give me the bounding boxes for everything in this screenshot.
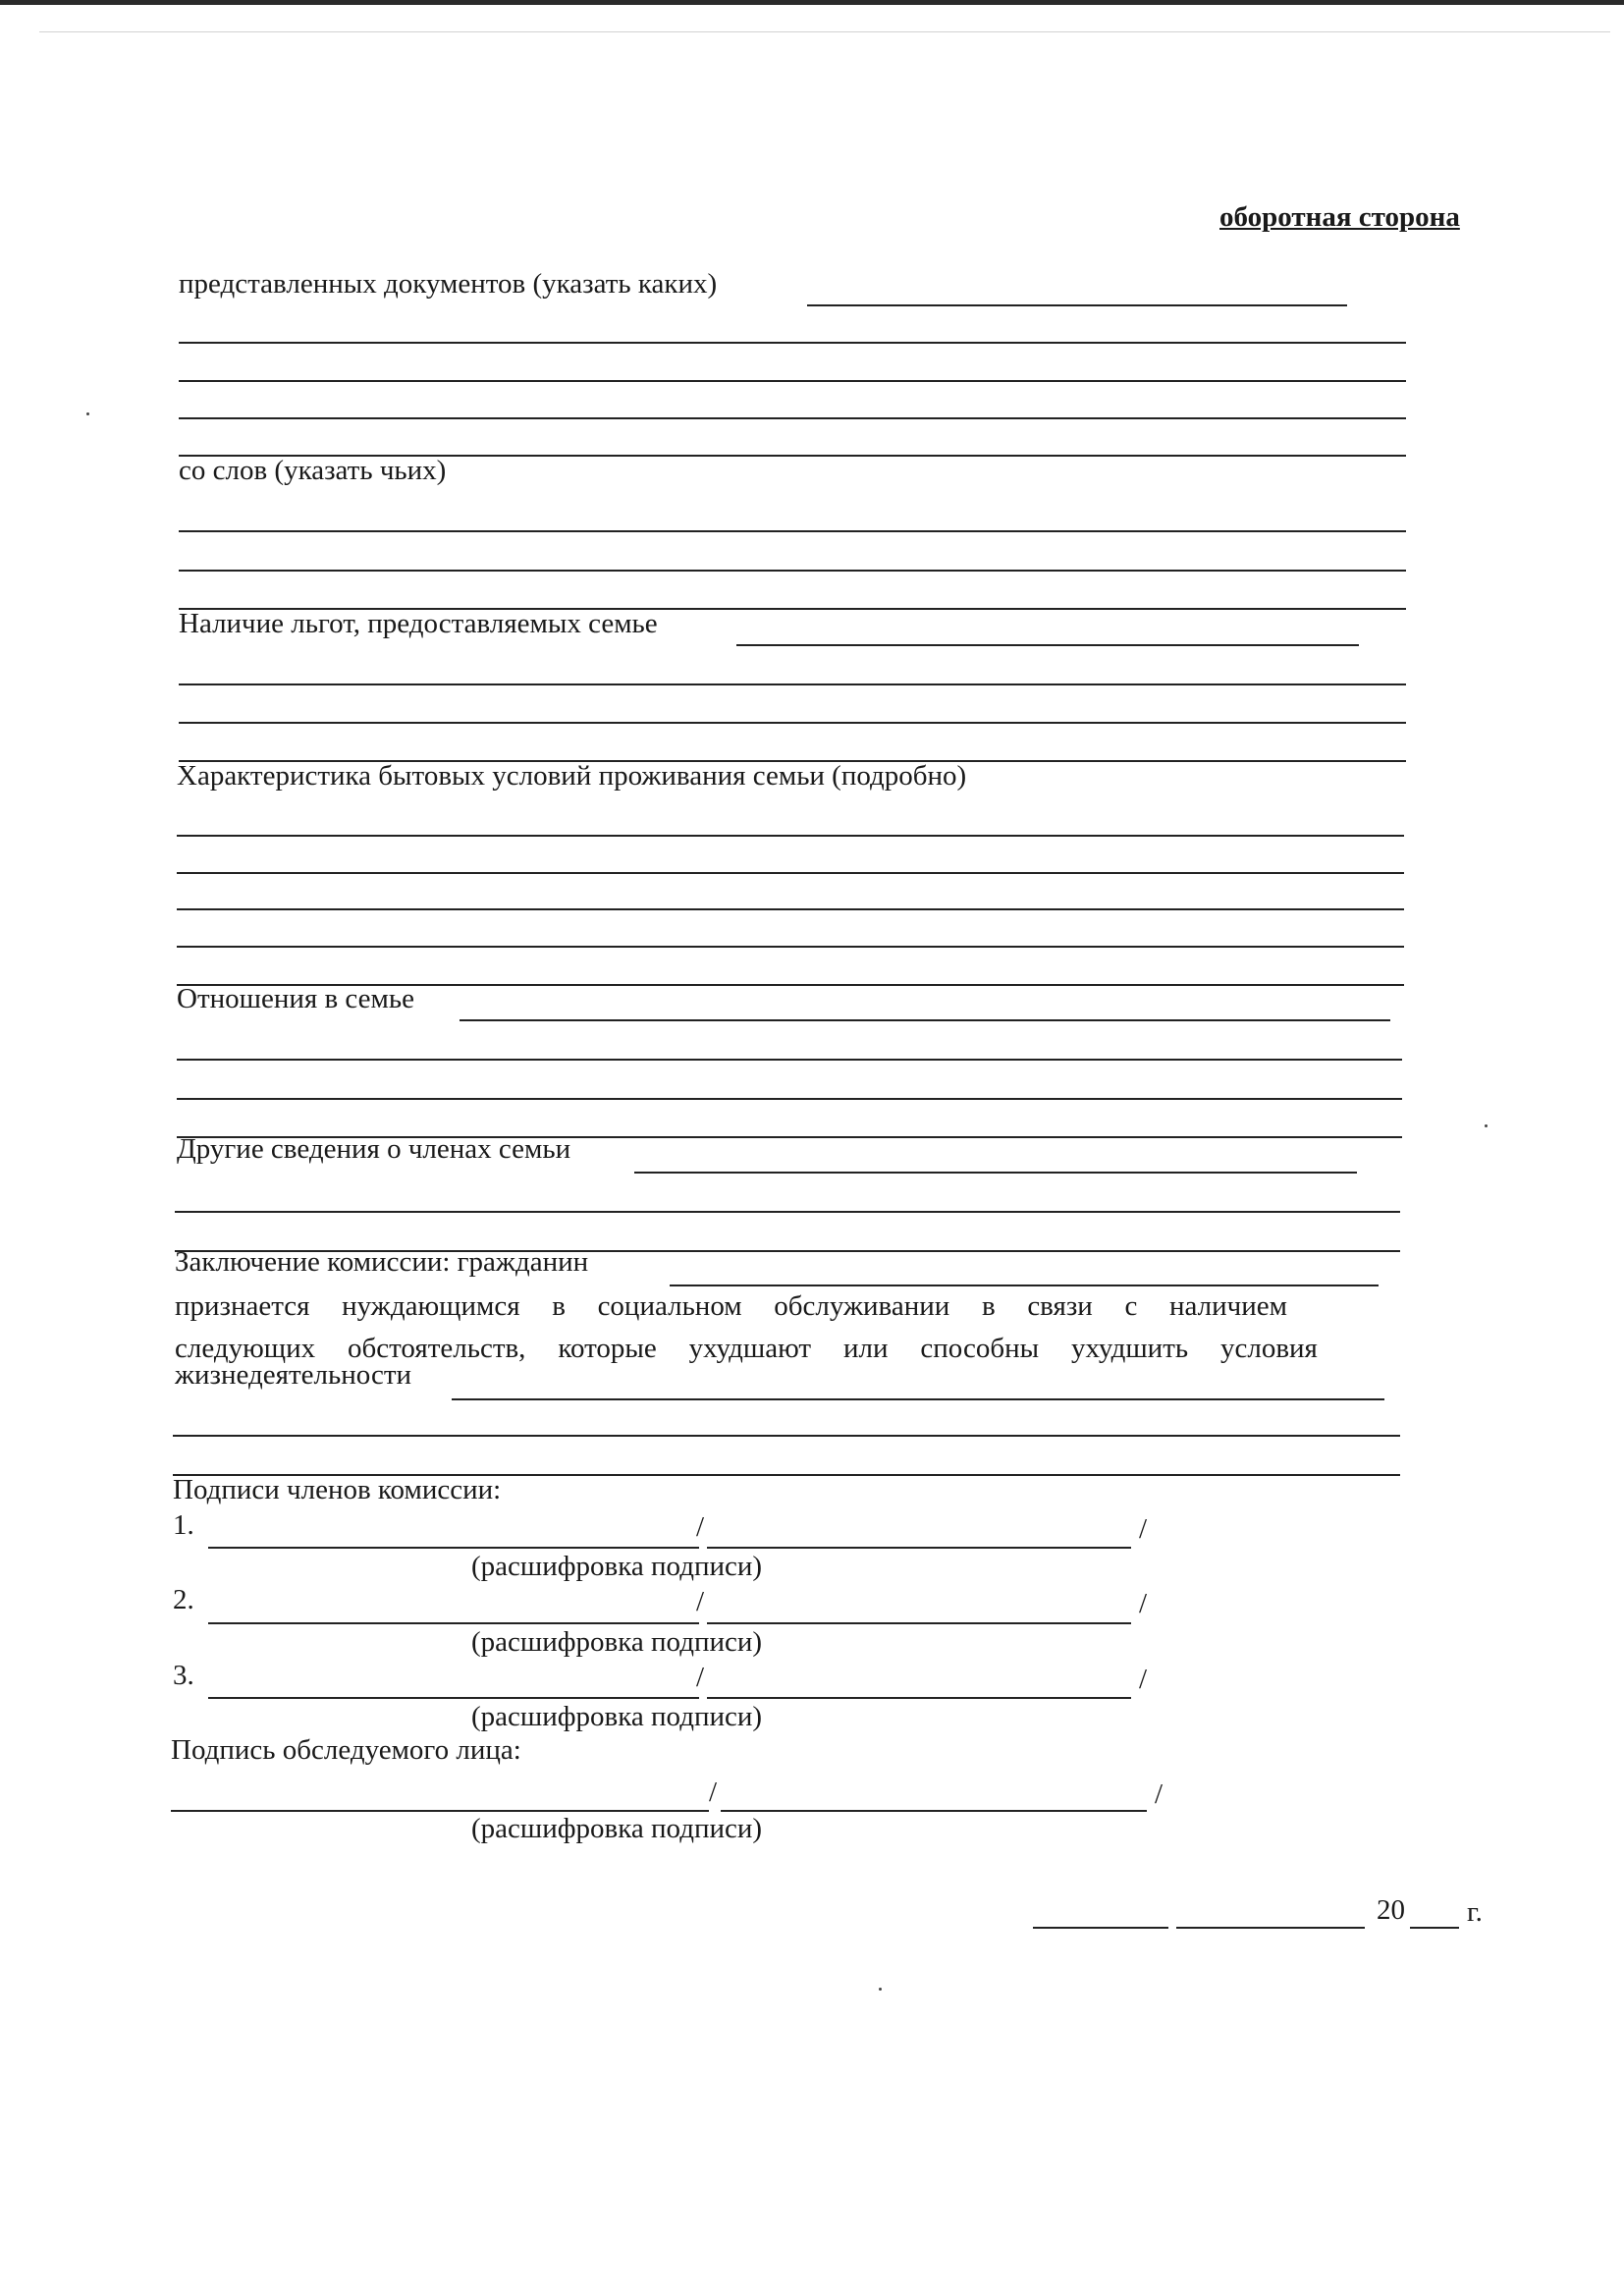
- signature-end-slash: /: [1139, 1664, 1148, 1695]
- conclusion-citizen-line[interactable]: [670, 1285, 1379, 1286]
- date-month-line[interactable]: [1176, 1927, 1365, 1929]
- signature-end-slash: /: [1139, 1513, 1148, 1545]
- signature-number: 1.: [173, 1509, 194, 1541]
- date-year-prefix: 20: [1377, 1894, 1405, 1926]
- date-year-suffix: г.: [1467, 1896, 1483, 1928]
- benefits-line[interactable]: [179, 683, 1406, 685]
- from-words-line[interactable]: [179, 570, 1406, 572]
- signature-end-slash: /: [1139, 1588, 1148, 1619]
- signature-caption: (расшифровка подписи): [471, 1701, 763, 1732]
- other-info-line[interactable]: [175, 1211, 1400, 1213]
- conclusion-text-line: признается нуждающимся в социальном обслуживании в связи с наличием: [175, 1290, 1287, 1322]
- documents-line[interactable]: [807, 304, 1347, 306]
- benefits-line[interactable]: [179, 722, 1406, 724]
- living-conditions-line[interactable]: [177, 872, 1404, 874]
- living-conditions-label: Характеристика бытовых условий проживания семьи (подробно): [177, 760, 967, 792]
- other-info-line[interactable]: [634, 1172, 1357, 1174]
- subject-signature-label: Подпись обследуемого лица:: [171, 1734, 521, 1766]
- page-title: оборотная сторона: [1219, 201, 1460, 233]
- scan-speck: [1485, 1124, 1488, 1127]
- conclusion-line[interactable]: [173, 1435, 1400, 1437]
- signature-number: 3.: [173, 1660, 194, 1691]
- family-relations-line[interactable]: [460, 1019, 1390, 1021]
- living-conditions-line[interactable]: [177, 908, 1404, 910]
- conclusion-text-line: следующих обстоятельств, которые ухудшают или способны ухудшить условия: [175, 1333, 1318, 1364]
- scan-top-edge: [0, 0, 1624, 5]
- commission-signatures-label: Подписи членов комиссии:: [173, 1474, 502, 1505]
- family-relations-line[interactable]: [177, 1098, 1402, 1100]
- benefits-label: Наличие льгот, предоставляемых семье: [179, 608, 658, 639]
- signature-line[interactable]: [208, 1547, 699, 1549]
- conclusion-line[interactable]: [452, 1398, 1384, 1400]
- signature-line[interactable]: [208, 1697, 699, 1699]
- signature-caption: (расшифровка подписи): [471, 1626, 763, 1658]
- other-info-label: Другие сведения о членах семьи: [177, 1133, 571, 1165]
- documents-label: представленных документов (указать каких): [179, 268, 718, 300]
- signature-transcript-line[interactable]: [707, 1622, 1131, 1624]
- signature-transcript-line[interactable]: [707, 1547, 1131, 1549]
- benefits-line[interactable]: [736, 644, 1359, 646]
- family-relations-line[interactable]: [177, 1059, 1402, 1061]
- from-words-label: со слов (указать чьих): [179, 455, 447, 486]
- scan-speck: [86, 412, 89, 415]
- documents-line[interactable]: [179, 417, 1406, 419]
- signature-caption: (расшифровка подписи): [471, 1551, 763, 1582]
- scan-artifact-line: [39, 31, 1610, 32]
- signature-slash: /: [696, 1586, 705, 1617]
- subject-signature-caption: (расшифровка подписи): [471, 1813, 763, 1844]
- living-conditions-line[interactable]: [177, 946, 1404, 948]
- signature-transcript-line[interactable]: [707, 1697, 1131, 1699]
- subject-signature-transcript-line[interactable]: [721, 1810, 1147, 1812]
- living-conditions-line[interactable]: [177, 835, 1404, 837]
- conclusion-label: Заключение комиссии: гражданин: [175, 1246, 589, 1278]
- from-words-line[interactable]: [179, 530, 1406, 532]
- signature-line[interactable]: [208, 1622, 699, 1624]
- signature-slash: /: [696, 1511, 705, 1543]
- family-relations-label: Отношения в семье: [177, 983, 414, 1014]
- conclusion-vital-activity-label: жизнедеятельности: [175, 1359, 412, 1391]
- subject-signature-slash: /: [709, 1777, 718, 1808]
- date-day-line[interactable]: [1033, 1927, 1168, 1929]
- date-year-line[interactable]: [1410, 1927, 1459, 1929]
- signature-slash: /: [696, 1662, 705, 1693]
- documents-line[interactable]: [179, 380, 1406, 382]
- documents-line[interactable]: [179, 342, 1406, 344]
- scan-speck: [879, 1988, 882, 1991]
- signature-number: 2.: [173, 1584, 194, 1615]
- subject-signature-end-slash: /: [1155, 1778, 1164, 1810]
